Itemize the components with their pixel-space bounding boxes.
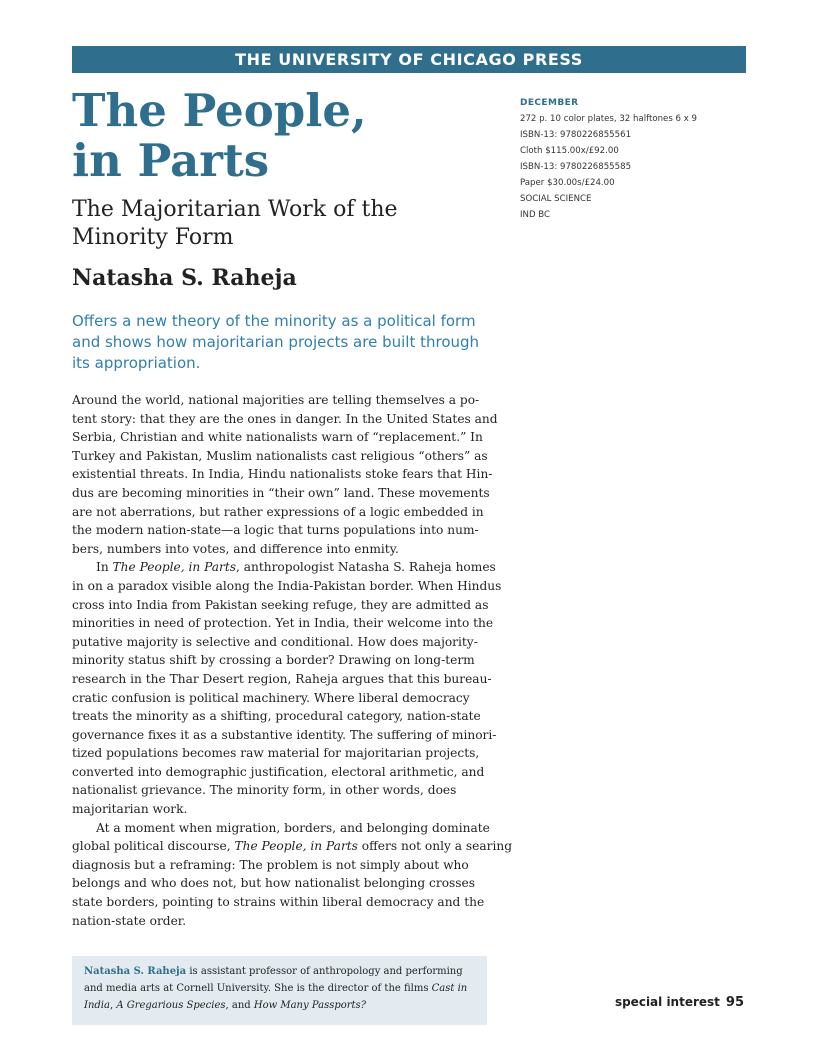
text-line — [72, 837, 513, 856]
author-name: Natasha S. Raheja — [72, 265, 297, 291]
text-line: putative majority is selective and conditional. How does majority- — [72, 634, 478, 649]
text-run: is assistant professor of anthropology and performing — [186, 966, 463, 977]
subject: SOCIAL SCIENCE — [520, 194, 592, 204]
text-line: in on a paradox visible along the India-Pakistan border. When Hindus — [72, 578, 502, 593]
tagline-line: its appropriation. — [72, 354, 201, 372]
text-line: At a moment when migration, borders, and belonging dominate — [96, 820, 490, 835]
text-line: governance fixes it as a substantive identity. The suffering of minori- — [72, 727, 497, 742]
title-line: in Parts — [72, 134, 270, 187]
publisher-banner: THE UNIVERSITY OF CHICAGO PRESS — [72, 46, 746, 73]
text-line: tized populations becomes raw material for majoritarian projects, — [72, 746, 480, 761]
book-title — [72, 86, 492, 186]
text-line: converted into demographic justification, electoral arithmetic, and — [72, 764, 485, 779]
description-paragraph-3 — [72, 819, 513, 931]
text-line: dus are becoming minorities in “their own” land. These movements — [72, 485, 490, 500]
bio-line — [84, 963, 475, 980]
book-subtitle — [72, 196, 492, 252]
film-title: How Many Passports? — [253, 1000, 367, 1011]
text-line: belongs and who does not, but how nationalist belonging crosses — [72, 876, 476, 891]
text-line: bers, numbers into votes, and difference into enmity. — [72, 541, 399, 556]
text-line: treats the minority as a shifting, procedural category, nation-state — [72, 709, 481, 724]
text-line: existential threats. In India, Hindu nationalists stoke fears that Hin- — [72, 467, 493, 482]
film-title: A Gregarious Species — [116, 1000, 226, 1011]
text-line: cratic confusion is political machinery. Where liberal democracy — [72, 690, 470, 705]
text-run: offers not only a searing — [357, 839, 513, 854]
text-line: state borders, pointing to strains within liberal democracy and the — [72, 895, 485, 910]
text-line: cross into India from Pakistan seeking refuge, they are admitted as — [72, 597, 489, 612]
text-line: are not aberrations, but rather expressions of a logic embedded in — [72, 504, 484, 519]
text-line: nation-state order. — [72, 913, 187, 928]
text-run: global political discourse, — [72, 839, 235, 854]
description — [72, 391, 513, 930]
tagline — [72, 311, 512, 374]
page-footer — [615, 995, 744, 1010]
description-paragraph-1 — [72, 391, 498, 558]
isbn-cloth: ISBN-13: 9780226855561 — [520, 130, 632, 140]
bio-line — [84, 980, 475, 997]
tagline-line: and shows how majoritarian projects are built through — [72, 333, 480, 351]
text-run: In — [96, 560, 113, 575]
text-line: research in the Thar Desert region, Raheja argues that this bureau- — [72, 671, 492, 686]
text-line: Serbia, Christian and white nationalists warn of “replacement.” In — [72, 430, 483, 445]
film-title: India — [84, 1000, 110, 1011]
price-paper: Paper $30.00s/£24.00 — [520, 178, 615, 188]
text-run: and media arts at Cornell University. She is the director of the films — [84, 983, 432, 994]
text-line: tent story: that they are the ones in danger. In the United States and — [72, 411, 498, 426]
text-line: majoritarian work. — [72, 802, 188, 817]
film-title: Cast in — [431, 983, 468, 994]
text-line: nationalist grievance. The minority form, in other words, does — [72, 783, 457, 798]
book-title-italic: The People, in Parts — [112, 560, 236, 575]
text-line: Around the world, national majorities are telling themselves a po- — [72, 393, 480, 407]
text-run: , — [109, 1000, 117, 1011]
specs: 272 p. 10 color plates, 32 halftones 6 x 9 — [520, 114, 698, 124]
book-title-italic: The People, in Parts — [234, 839, 358, 854]
text-line: minorities in need of protection. Yet in India, their welcome into the — [72, 616, 494, 631]
bio-line — [84, 997, 475, 1014]
isbn-paper: ISBN-13: 9780226855585 — [520, 162, 632, 172]
subtitle-line: The Majoritarian Work of the — [72, 197, 398, 222]
text-line: Turkey and Pakistan, Muslim nationalists cast religious “others” as — [72, 448, 488, 463]
price-cloth: Cloth $115.00x/£92.00 — [520, 146, 619, 156]
title-line: The People, — [72, 84, 367, 137]
territory: IND BC — [520, 210, 551, 220]
subtitle-line: Minority Form — [72, 225, 234, 250]
text-line: diagnosis but a reframing: The problem is not simply about who — [72, 857, 469, 872]
text-run: , and — [225, 1000, 254, 1011]
description-paragraph-2 — [72, 558, 502, 818]
bio-author-name: Natasha S. Raheja — [84, 966, 187, 977]
season-label: DECEMBER — [520, 98, 579, 108]
text-line: minority status shift by crossing a border? Drawing on long-term — [72, 653, 475, 668]
tagline-line: Offers a new theory of the minority as a political form — [72, 312, 476, 330]
section-label: special interest — [614, 995, 720, 1009]
text-line: the modern nation-state—a logic that turns populations into num- — [72, 523, 479, 538]
author-bio — [72, 956, 487, 1025]
text-run: , anthropologist Natasha S. Raheja homes — [236, 560, 496, 575]
text-line — [72, 558, 496, 577]
page-number: 95 — [725, 995, 744, 1010]
book-metadata — [520, 95, 746, 223]
